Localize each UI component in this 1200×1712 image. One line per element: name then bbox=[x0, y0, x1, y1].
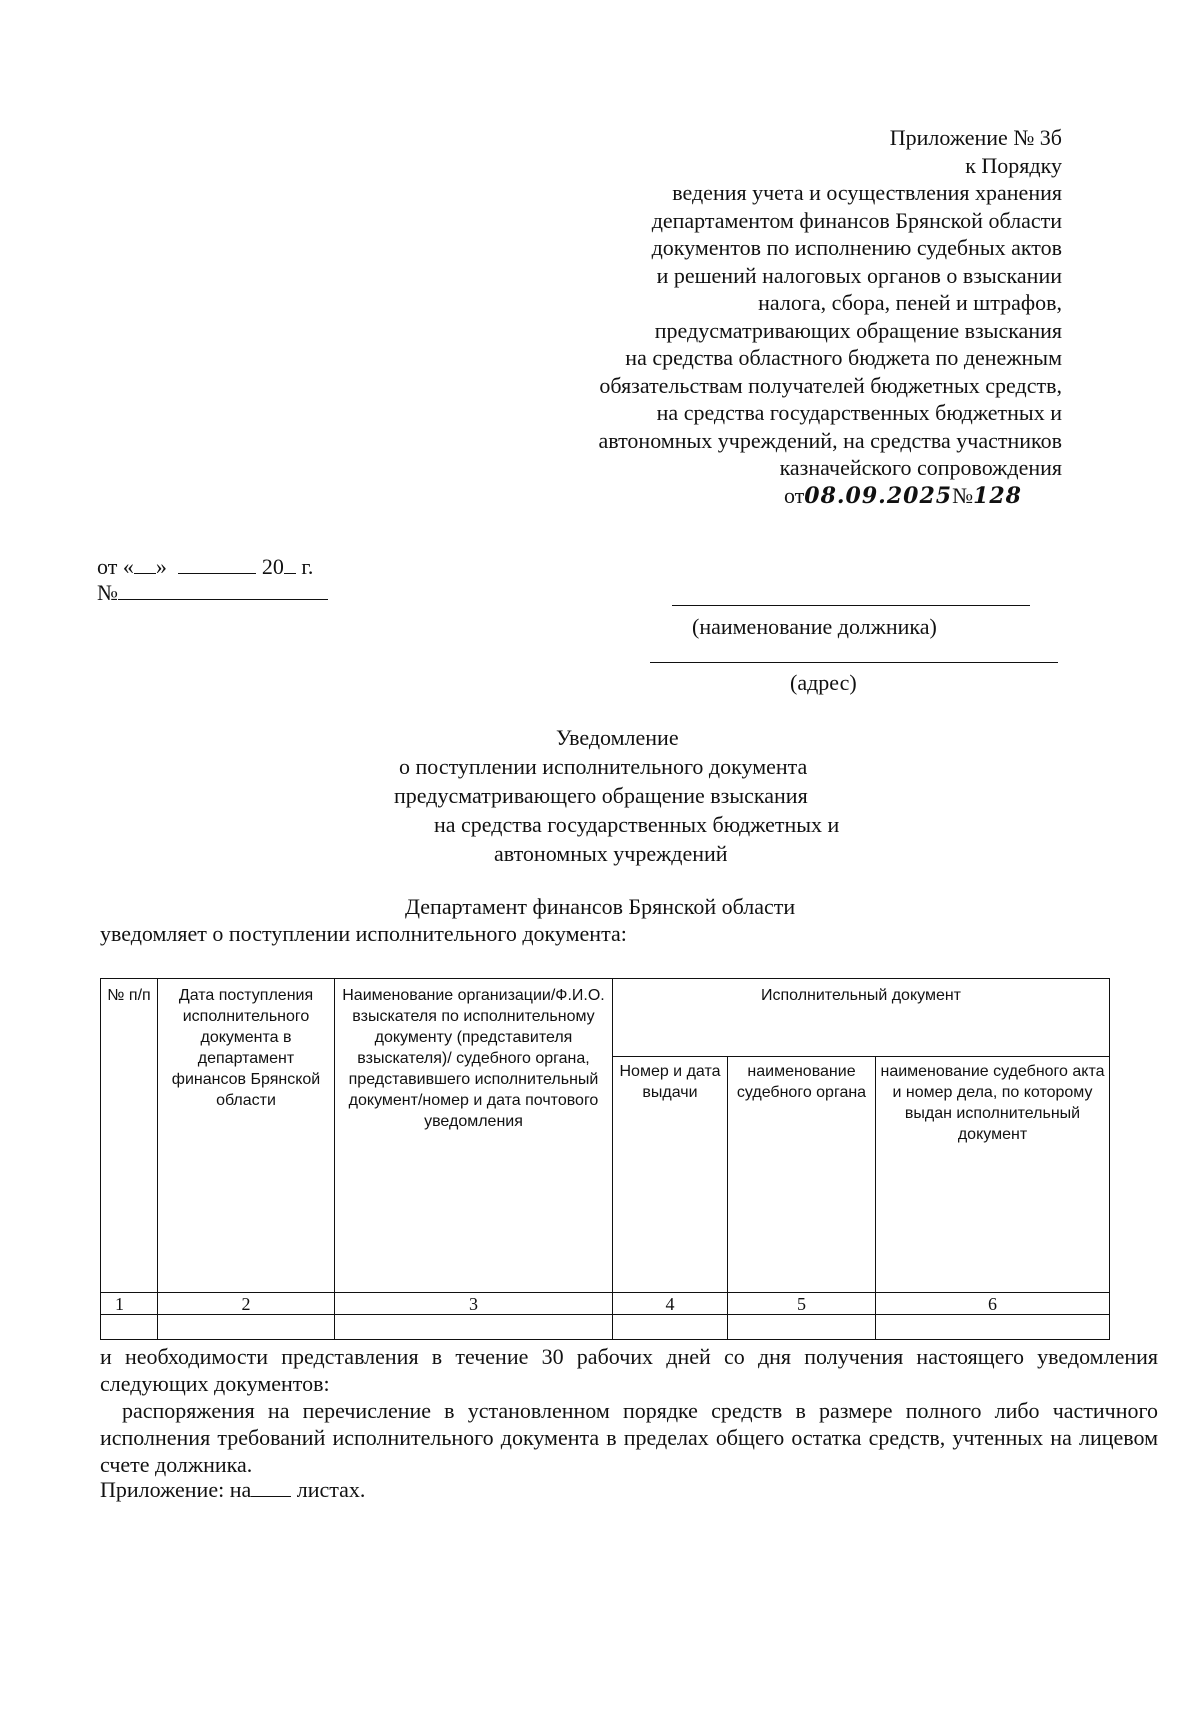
empty-cell bbox=[335, 1315, 613, 1340]
header-line: на средства областного бюджета по денежным bbox=[625, 345, 1062, 370]
title-line: Уведомление bbox=[556, 725, 679, 750]
header-line: и решений налоговых органов о взыскании bbox=[656, 262, 1062, 288]
header-reference bbox=[502, 482, 1062, 511]
header-col-4: Номер и дата выдачи bbox=[613, 1057, 728, 1293]
intro-line1: Департамент финансов Брянской области bbox=[405, 894, 796, 919]
title-line: о поступлении исполнительного документа bbox=[399, 754, 808, 779]
header-line: документов по исполнению судебных актов bbox=[651, 235, 1062, 260]
form-date-mid: » bbox=[155, 554, 167, 579]
col-number: 5 bbox=[728, 1293, 876, 1315]
month-blank bbox=[178, 555, 256, 574]
table-row bbox=[101, 1315, 1110, 1340]
form-year: 20 bbox=[261, 554, 284, 579]
header-line: на средства государственных бюджетных и bbox=[656, 400, 1062, 425]
empty-cell bbox=[728, 1315, 876, 1340]
header-line: обязательствам получателей бюджетных средств, bbox=[599, 372, 1062, 398]
col-number: 4 bbox=[613, 1293, 728, 1315]
title-line: на средства государственных бюджетных и bbox=[434, 812, 840, 837]
ref-no-label: № bbox=[952, 482, 974, 508]
header-line: казначейского сопровождения bbox=[779, 455, 1062, 480]
debtor-caption: (наименование должника) bbox=[692, 614, 937, 639]
number-blank bbox=[118, 581, 328, 600]
address-caption: (адрес) bbox=[790, 670, 857, 695]
form-no-label: № bbox=[97, 580, 118, 605]
empty-cell bbox=[876, 1315, 1110, 1340]
handwritten-ref-date: 08.09.2025 bbox=[804, 482, 953, 509]
header-line: автономных учреждений, на средства участников bbox=[598, 427, 1062, 453]
debtor-name-line bbox=[672, 605, 1030, 606]
empty-cell bbox=[613, 1315, 728, 1340]
header-col-5: наименование судебного органа bbox=[728, 1057, 876, 1293]
header-col-1: № п/п bbox=[101, 979, 158, 1293]
appendix-header bbox=[502, 124, 1062, 510]
header-line: Приложение № 3б bbox=[889, 125, 1062, 150]
form-date-prefix: от « bbox=[97, 554, 134, 579]
header-col-3: Наименование организации/Ф.И.О. взыскателя по исполнительному документу (представителя взыскателя)/ судебного органа, представившего исполнительный документ/номер и дата почтового уведомления bbox=[335, 979, 613, 1293]
day-blank bbox=[134, 555, 156, 574]
empty-cell bbox=[158, 1315, 335, 1340]
col-number: 3 bbox=[335, 1293, 613, 1315]
header-line: предусматривающих обращение взыскания bbox=[654, 317, 1062, 343]
form-date-line bbox=[97, 554, 313, 580]
header-line: департаментом финансов Брянской области bbox=[651, 207, 1062, 233]
col-number: 6 bbox=[876, 1293, 1110, 1315]
title-line: предусматривающего обращение взыскания bbox=[394, 783, 808, 808]
col-number: 1 bbox=[101, 1293, 158, 1315]
header-line: ведения учета и осуществления хранения bbox=[672, 180, 1062, 205]
intro-line2: уведомляет о поступлении исполнительного документа: bbox=[100, 921, 627, 946]
year-blank bbox=[284, 555, 296, 574]
header-group-executive-document: Исполнительный документ bbox=[613, 979, 1110, 1057]
form-number-line bbox=[97, 580, 328, 606]
header-col-6: наименование судебного акта и номер дела, по которому выдан исполнительный документ bbox=[876, 1057, 1110, 1293]
empty-cell bbox=[101, 1315, 158, 1340]
form-year-suffix: г. bbox=[301, 554, 314, 579]
document-table bbox=[100, 978, 1110, 1340]
header-line: налога, сбора, пеней и штрафов, bbox=[758, 290, 1062, 315]
attachment-suffix: листах. bbox=[296, 1477, 366, 1502]
col-number: 2 bbox=[158, 1293, 335, 1315]
column-numbers-row bbox=[101, 1293, 1110, 1315]
address-line bbox=[650, 662, 1058, 663]
header-line: к Порядку bbox=[965, 152, 1062, 178]
paragraph-order: распоряжения на перечисление в установленном порядке средств в размере полного либо частичного исполнения требований исполнительного документа в пределах общего остатка средств, учтенных на лицевом счете должника. bbox=[100, 1398, 1158, 1477]
title-line: автономных учреждений bbox=[494, 841, 728, 866]
attachment-line bbox=[100, 1476, 365, 1503]
handwritten-ref-number: 128 bbox=[973, 482, 1022, 509]
ref-prefix: от bbox=[783, 482, 805, 508]
attachment-prefix: Приложение: на bbox=[100, 1477, 252, 1502]
sheets-blank bbox=[251, 1478, 291, 1497]
paragraph-necessity: и необходимости представления в течение 30 рабочих дней со дня получения настоящего уведомления следующих документов: bbox=[100, 1344, 1158, 1396]
header-col-2: Дата поступления исполнительного документа в департамент финансов Брянской области bbox=[158, 979, 335, 1293]
